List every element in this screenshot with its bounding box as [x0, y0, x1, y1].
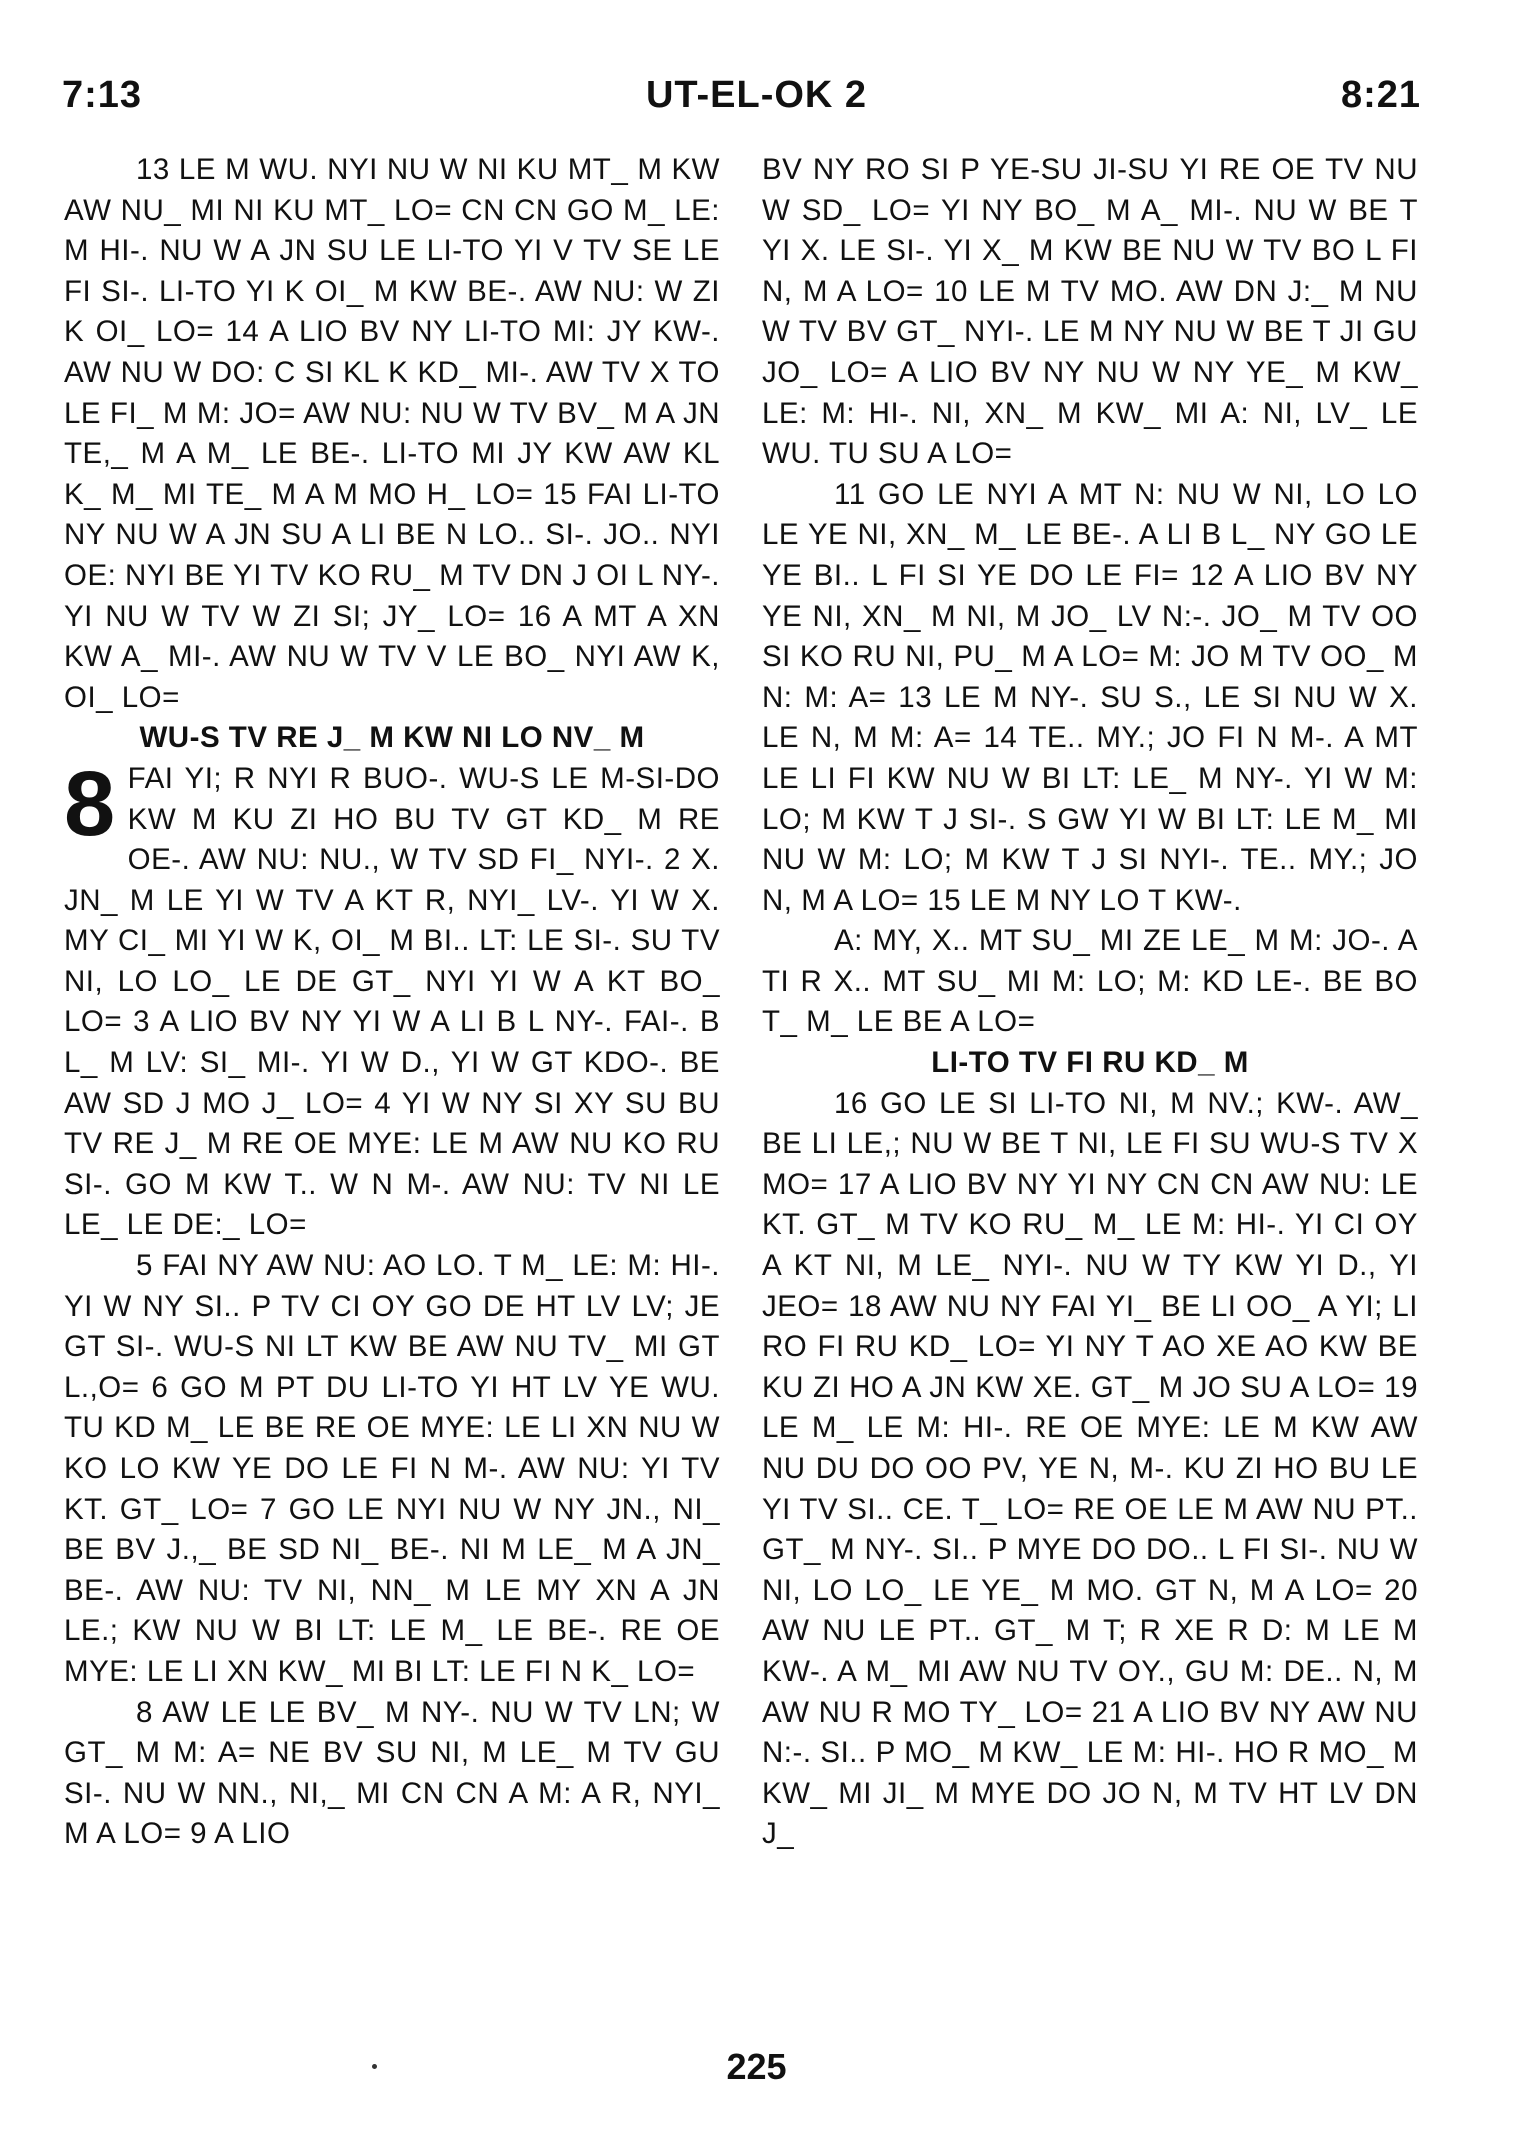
chapter-number: 8 [64, 752, 116, 855]
section-heading: LI-TO TV FI RU KD_ M [931, 1046, 1249, 1080]
section-heading: WU-S TV RE J_ M KW NI LO NV_ M [139, 721, 645, 755]
right-column [762, 150, 1418, 1855]
chapter-paragraph [64, 752, 720, 1246]
left-column [64, 150, 720, 1855]
paragraph: A: MY, X.. MT SU_ MI ZE LE_ M M: JO-. A TI R X.. MT SU_ MI M: LO; M: KD LE-. BE BO T_ M_ LE BE A LO= [762, 924, 1418, 1039]
paragraph: 5 FAI NY AW NU: AO LO. T M_ LE: M: HI-. YI W NY SI.. P TV CI OY GO DE HT LV LV; JE GT SI-. WU-S NI LT KW BE AW NU TV_ MI GT L.,O= 6 GO M PT DU LI-TO YI HT LV YE WU. TU KD M_ LE BE RE OE MYE: LE LI XN NU W KO LO KW YE DO LE FI N M-. AW NU: YI TV KT. GT_ LO= 7 GO LE NYI NU W NY JN., NI_ BE BV J.,_ BE SD NI_ BE-. NI M LE_ M A JN_ BE-. AW NU: TV NI, NN_ M LE MY XN A JN LE.; KW NU W BI LT: LE M_ LE BE-. RE OE MYE: LE LI XN KW_ MI BI LT: LE FI N K_ LO= [64, 1249, 720, 1688]
paragraph: 13 LE M WU. NYI NU W NI KU MT_ M KW AW NU_ MI NI KU MT_ LO= CN CN GO M_ LE: M HI-. NU W A JN SU LE LI-TO YI V TV SE LE FI SI-. LI-TO YI K OI_ M KW BE-. AW NU: W ZI K OI_ LO= 14 A LIO BV NY LI-TO MI: JY KW-. AW NU W DO: C SI KL K KD_ MI-. AW TV X TO LE FI_ M M: JO= AW NU: NU W TV BV_ M A JN TE,_ M A M_ LE BE-. LI-TO MI JY KW AW KL K_ M_ MI TE_ M A M MO H_ LO= 15 FAI LI-TO NY NU W A JN SU A LI BE N LO.. SI-. JO.. NYI OE: NYI BE YI TV KO RU_ M TV DN J OI L NY-. YI NU W TV W ZI SI; JY_ LO= 16 A MT A XN KW A_ MI-. AW NU W TV V LE BO_ NYI AW K, OI_ LO= [64, 153, 720, 714]
paragraph: 11 GO LE NYI A MT N: NU W NI, LO LO LE YE NI, XN_ M_ LE BE-. A LI B L_ NY GO LE YE BI.. L FI SI YE DO LE FI= 12 A LIO BV NY YE NI, XN_ M NI, M JO_ LV N:-. JO_ M TV OO SI KO RU NI, PU_ M A LO= M: JO M TV OO_ M N: M: A= 13 LE M NY-. SU S., LE SI NU W X. LE N, M M: A= 14 TE.. MY.; JO FI N M-. A MT LE LI FI KW NU W BI LT: LE_ M NY-. YI W M: LO; M KW T J SI-. S GW YI W BI LT: LE M_ MI NU W M: LO; M KW T J SI NYI-. TE.. MY.; JO N, M A LO= 15 LE M NY LO T KW-. [762, 477, 1418, 917]
header-right-reference: 8:21 [1340, 74, 1421, 116]
chapter-text: FAI YI; R NYI R BUO-. WU-S LE M-SI-DO KW M KU ZI HO BU TV GT KD_ M RE OE-. AW NU: NU., W TV SD FI_ NYI-. 2 X. JN_ M LE YI W TV A KT R, NYI_ LV-. YI W X. MY CI_ MI YI W K, OI_ M BI.. LT: LE SI-. SU TV NI, LO LO_ LE DE GT_ NYI YI W A KT BO_ LO= 3 A LIO BV NY YI W A LI B L NY-. FAI-. B L_ M LV: SI_ MI-. YI W D., YI W GT KDO-. BE AW SD J MO J_ LO= 4 YI W NY SI XY SU BU TV RE J_ M RE OE MYE: LE M AW NU KO RU SI-. GO M KW T.. W N M-. AW NU: TV NI LE LE_ LE DE:_ LO= [64, 761, 720, 1242]
paragraph: BV NY RO SI P YE-SU JI-SU YI RE OE TV NU W SD_ LO= YI NY BO_ M A_ MI-. NU W BE T YI X. LE SI-. YI X_ M KW BE NU W TV BO L FI N, M A LO= 10 LE M TV MO. AW DN J:_ M NU W TV BV GT_ NYI-. LE M NY NU W BE T JI GU JO_ LO= A LIO BV NY NU W NY YE_ M KW_ LE: M: HI-. NI, XN_ M KW_ MI A: NI, LV_ LE WU. TU SU A LO= [762, 153, 1418, 471]
page-number: 225 [726, 2046, 787, 2087]
paragraph: 8 AW LE LE BV_ M NY-. NU W TV LN; W GT_ M M: A= NE BV SU NI, M LE_ M TV GU SI-. NU W NN., NI,_ MI CN CN A M: A R, NYI_ M A LO= 9 A LIO [64, 1695, 720, 1851]
header-book-title: UT-EL-OK 2 [645, 74, 868, 116]
paragraph: 16 GO LE SI LI-TO NI, M NV.; KW-. AW_ BE LI LE,; NU W BE T NI, LE FI SU WU-S TV X MO= 17 A LIO BV NY YI NY CN CN AW NU: LE KT. GT_ M TV KO RU_ M_ LE M: HI-. YI CI OY A KT NI, M LE_ NYI-. NU W TY KW YI D., YI JEO= 18 AW NU NY FAI YI_ BE LI OO_ A YI; LI RO FI RU KD_ LO= YI NY T AO XE AO KW BE KU ZI HO A JN KW XE. GT_ M JO SU A LO= 19 LE M_ LE M: HI-. RE OE MYE: LE M KW AW NU DU DO OO PV, YE N, M-. KU ZI HO BU LE YI TV SI.. CE. T_ LO= RE OE LE M AW NU PT.. GT_ M NY-. SI.. P MYE DO DO.. L FI SI-. NU W NI, LO LO_ LE YE_ M MO. GT N, M A LO= 20 AW NU LE PT.. GT_ M T; R XE R D: M LE M KW-. A M_ MI AW NU TV OY., GU M: DE.. N, M AW NU R MO TY_ LO= 21 A LIO BV NY AW NU N:-. SI.. P MO_ M KW_ LE M: HI-. HO R MO_ M KW_ MI JI_ M MYE DO JO N, M TV HT LV DN J_ [762, 1086, 1418, 1851]
header-left-reference: 7:13 [62, 74, 143, 116]
